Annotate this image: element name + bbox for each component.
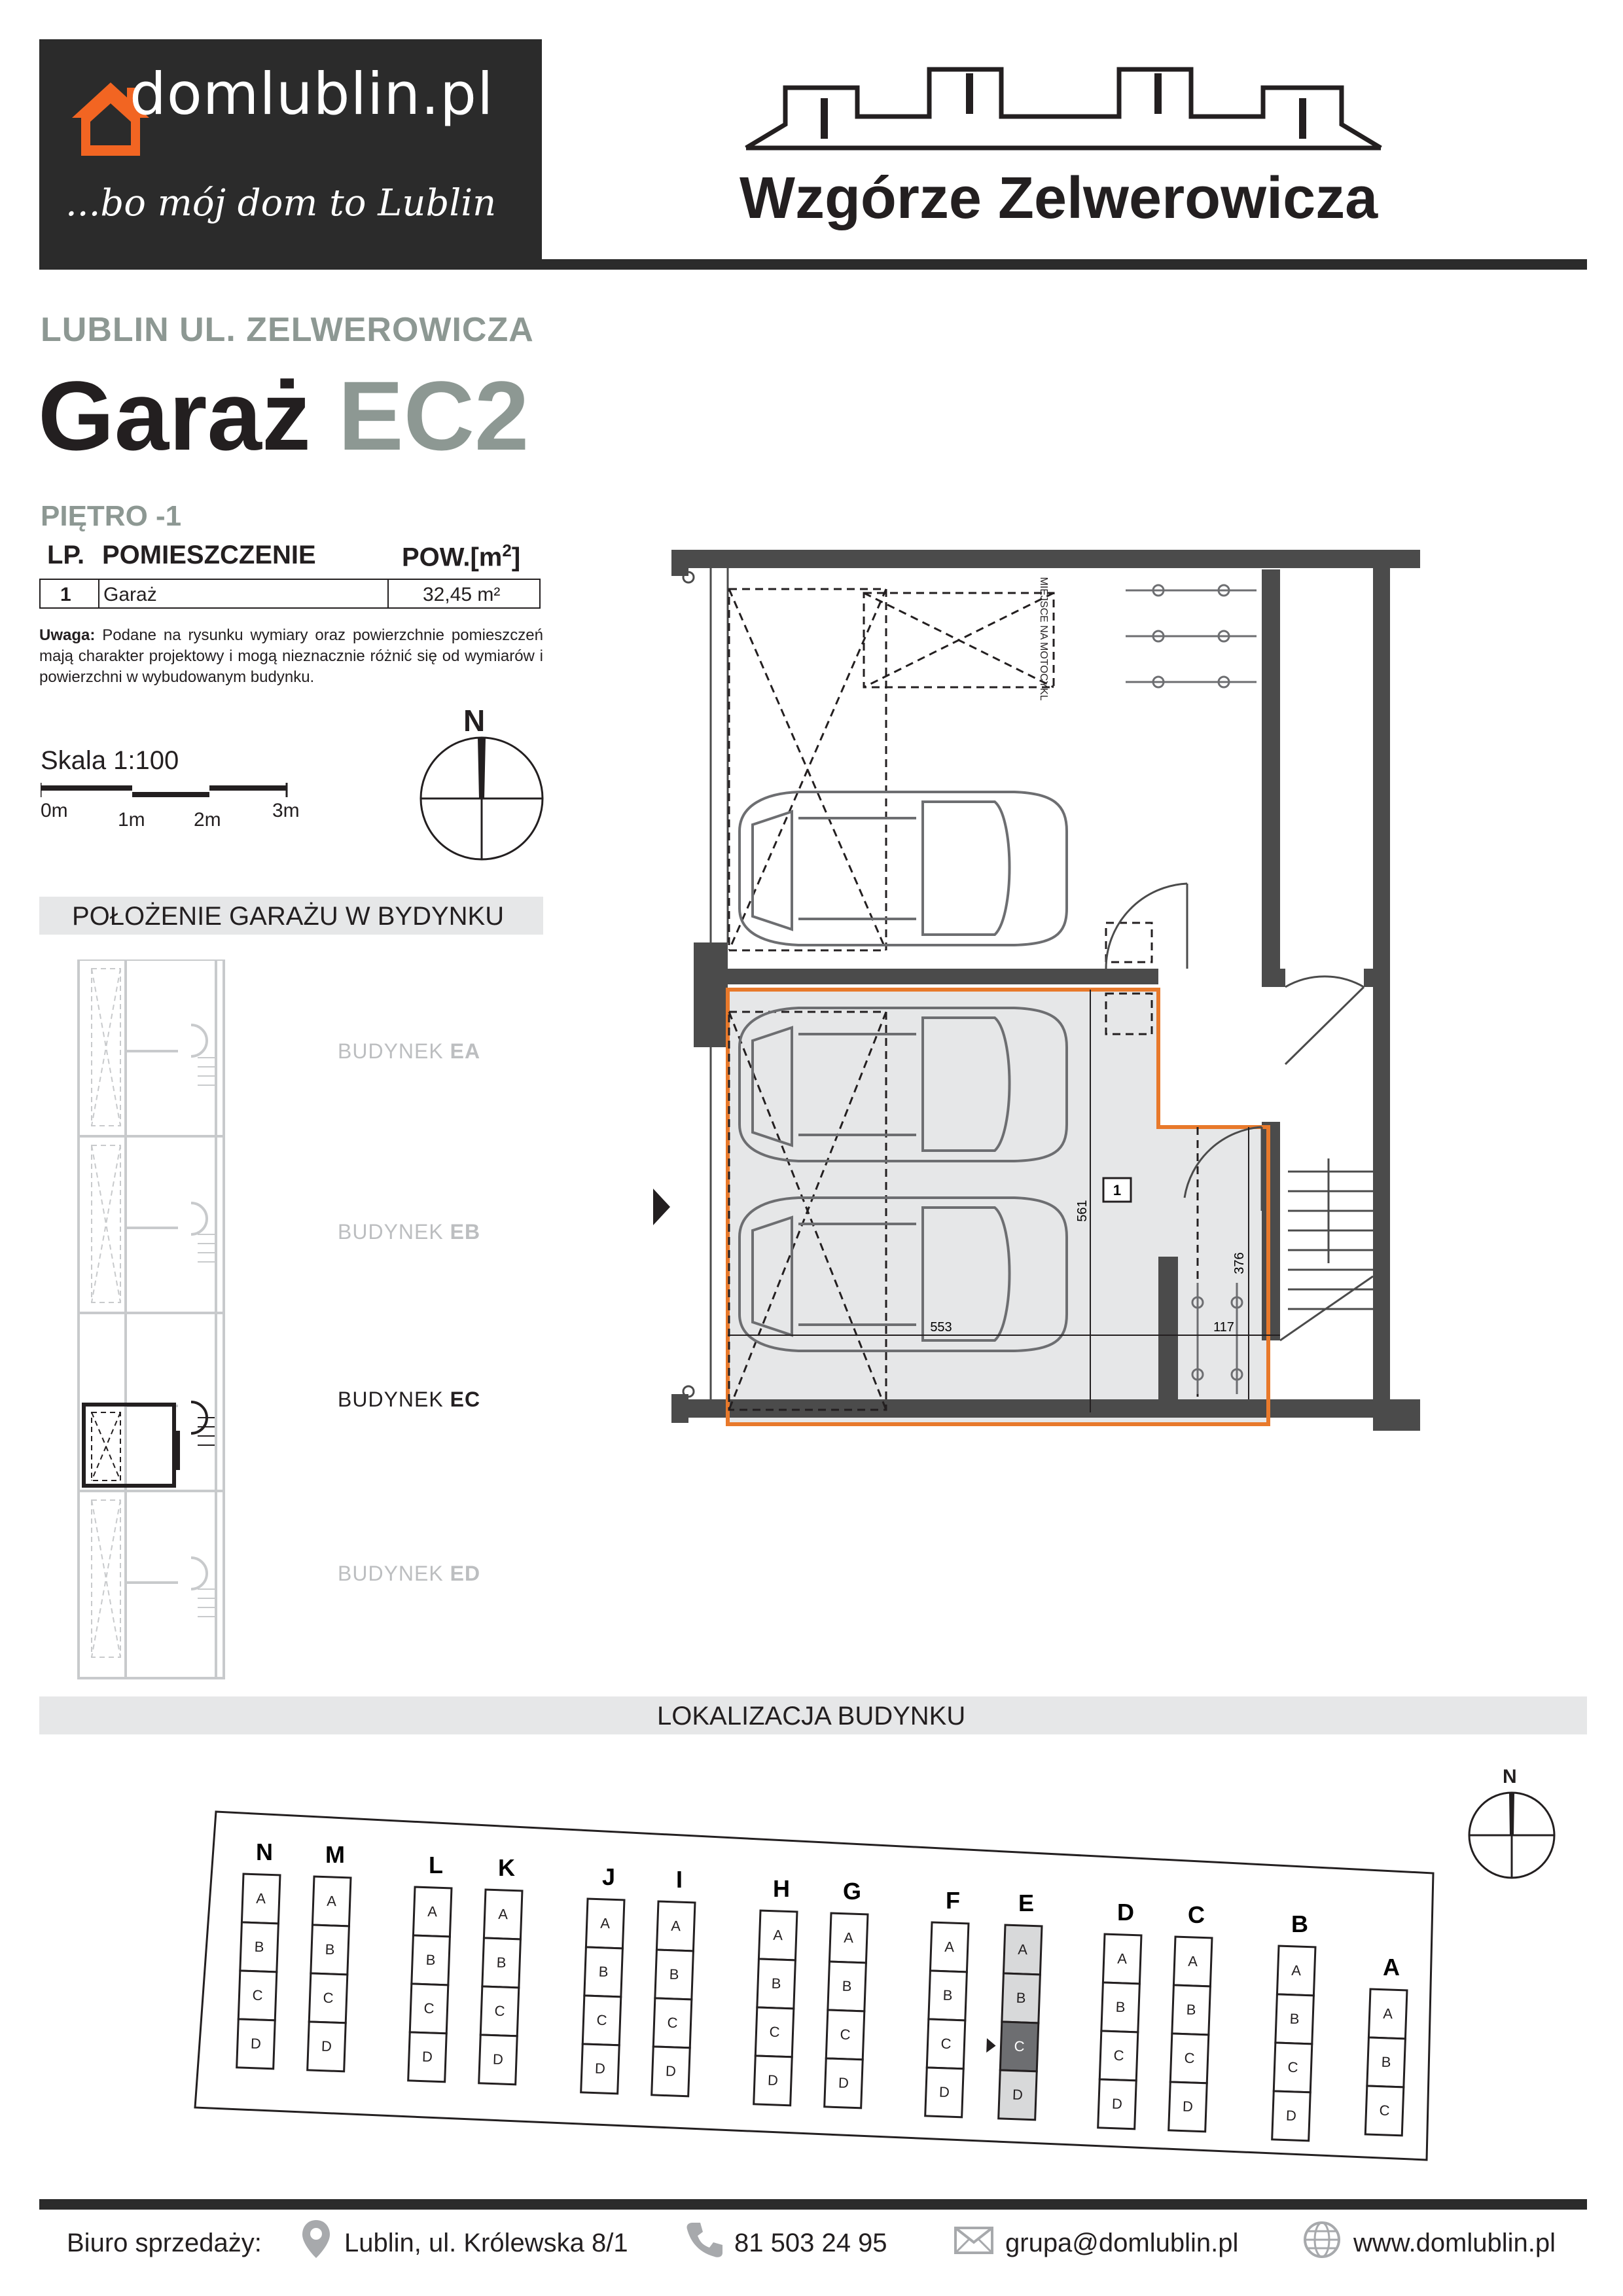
site-unit-label: B bbox=[325, 1941, 335, 1958]
location-section-band bbox=[39, 1696, 1587, 1734]
site-unit-label: C bbox=[1113, 2047, 1124, 2064]
site-unit-label: D bbox=[1012, 2086, 1024, 2104]
dim-height-label: 561 bbox=[1075, 1200, 1090, 1222]
site-building bbox=[308, 1876, 351, 2072]
site-building bbox=[1272, 1946, 1315, 2141]
row-lp: 1 bbox=[60, 584, 71, 605]
row-area: 32,45 m² bbox=[423, 584, 501, 605]
site-building-label: G bbox=[842, 1878, 862, 1905]
position-section-band bbox=[39, 897, 543, 935]
site-unit-label: C bbox=[323, 1989, 334, 2007]
unit-title bbox=[38, 361, 529, 471]
site-unit-label: B bbox=[771, 1975, 781, 1992]
scale-tick-0: 0m bbox=[41, 800, 68, 821]
site-unit-label: D bbox=[938, 2083, 950, 2101]
stairs-icon bbox=[1280, 1158, 1373, 1340]
position-section-title: POŁOŻENIE GARAŻU W BYDYNKU bbox=[72, 902, 505, 931]
phone-icon bbox=[685, 2220, 724, 2259]
disclaimer-note bbox=[39, 625, 543, 688]
email-link[interactable]: grupa@domlublin.pl bbox=[1005, 2229, 1239, 2257]
site-building bbox=[408, 1887, 452, 2082]
scale-tick-3: 3m bbox=[272, 800, 300, 821]
site-building bbox=[825, 1913, 868, 2108]
site-unit-label: D bbox=[492, 2051, 504, 2068]
site-building bbox=[984, 1924, 1042, 2120]
site-building-label: A bbox=[1383, 1954, 1400, 1981]
footer-divider bbox=[39, 2199, 1587, 2210]
location-pin-icon bbox=[300, 2217, 332, 2261]
site-unit-label: A bbox=[255, 1890, 266, 1907]
site-unit-label: B bbox=[669, 1965, 679, 1983]
site-compass-label: N bbox=[1503, 1766, 1517, 1787]
site-unit-label: C bbox=[769, 2023, 780, 2041]
selected-unit-arrow-icon bbox=[986, 2038, 996, 2053]
col-lp-header: LP. bbox=[47, 541, 85, 569]
site-building bbox=[479, 1890, 522, 2085]
site-unit-label: C bbox=[940, 2035, 952, 2053]
site-building bbox=[652, 1901, 695, 2096]
row-room-name: Garaż bbox=[103, 584, 157, 605]
unit-code: EC2 bbox=[338, 361, 529, 471]
site-unit-label: B bbox=[598, 1963, 609, 1981]
site-building bbox=[925, 1922, 969, 2117]
building-label-ea: BUDYNEK EA bbox=[338, 1039, 481, 1063]
site-location-map bbox=[190, 1806, 1446, 2179]
bicycle-icon bbox=[1126, 585, 1257, 687]
site-unit-label: A bbox=[497, 1905, 508, 1923]
site-unit-label: A bbox=[326, 1892, 337, 1910]
site-building-label: H bbox=[773, 1875, 790, 1902]
dim-small-width-label: 117 bbox=[1213, 1320, 1234, 1335]
site-building-label: I bbox=[675, 1866, 683, 1893]
site-unit-label: C bbox=[1014, 2037, 1025, 2055]
site-unit-label: C bbox=[1184, 2049, 1195, 2067]
site-building-label: B bbox=[1291, 1910, 1308, 1937]
globe-icon bbox=[1302, 2220, 1342, 2259]
project-name: Wzgórze Zelwerowicza bbox=[740, 166, 1378, 231]
site-building-label: D bbox=[1117, 1899, 1134, 1926]
site-unit-label: D bbox=[421, 2048, 433, 2066]
compass-label: N bbox=[463, 704, 486, 738]
sales-office-label: Biuro sprzedaży: bbox=[67, 2229, 262, 2257]
site-unit-label: A bbox=[1291, 1962, 1302, 1979]
site-unit-label: B bbox=[1289, 2010, 1300, 2028]
site-unit-label: D bbox=[321, 2037, 332, 2055]
motorbike-spot-label: MIEJSCE NA MOTOCYKL bbox=[1038, 577, 1049, 701]
office-address: Lublin, ul. Królewska 8/1 bbox=[344, 2229, 628, 2257]
site-unit-label: C bbox=[596, 2011, 607, 2029]
site-unit-label: A bbox=[772, 1926, 783, 1944]
site-unit-label: B bbox=[254, 1938, 264, 1956]
site-unit-label: B bbox=[1016, 1989, 1026, 2007]
col-area-header: $POW.[m^2]$ bbox=[402, 541, 521, 572]
car-icon bbox=[740, 792, 1067, 945]
site-unit-label: C bbox=[252, 1986, 263, 2004]
site-unit-label: D bbox=[250, 2035, 262, 2053]
site-building-label: J bbox=[601, 1863, 616, 1890]
brand-name: domlublin.pl bbox=[130, 60, 494, 128]
site-unit-label: C bbox=[1379, 2102, 1390, 2119]
site-unit-label: D bbox=[1285, 2107, 1297, 2125]
building-label-ed: BUDYNEK ED bbox=[338, 1562, 481, 1585]
north-compass-icon bbox=[418, 734, 546, 863]
entrance-arrow-icon bbox=[653, 1189, 670, 1225]
site-building bbox=[581, 1899, 624, 2094]
scale-tick-1: 1m bbox=[118, 809, 145, 831]
note-text: Podane na rysunku wymiary oraz powierzchnie pomieszczeń mają charakter projektowy i mogą nieznacznie różnić się od wymiarów i powierzchni w wybudowanym budynku. bbox=[39, 626, 543, 686]
site-unit-label: D bbox=[665, 2062, 677, 2080]
site-unit-label: A bbox=[670, 1917, 681, 1935]
site-unit-label: B bbox=[942, 1986, 953, 2004]
skyline-logo-icon bbox=[740, 65, 1387, 151]
garage-floor-plan bbox=[648, 543, 1433, 1446]
site-building-label: L bbox=[429, 1852, 443, 1878]
site-building bbox=[754, 1910, 797, 2106]
address-line: LUBLIN UL. ZELWEROWICZA bbox=[41, 311, 534, 349]
site-building-label: K bbox=[498, 1854, 515, 1881]
site-building bbox=[1169, 1937, 1212, 2132]
site-unit-label: D bbox=[1111, 2095, 1123, 2113]
site-unit-label: D bbox=[838, 2074, 849, 2092]
email-icon bbox=[954, 2227, 993, 2254]
site-building-label: E bbox=[1018, 1890, 1035, 1916]
site-unit-label: A bbox=[843, 1929, 854, 1946]
site-unit-label: C bbox=[494, 2002, 505, 2020]
site-unit-label: D bbox=[594, 2060, 606, 2077]
site-unit-label: B bbox=[1186, 2001, 1196, 2018]
site-unit-label: A bbox=[1382, 2005, 1393, 2022]
site-unit-label: B bbox=[496, 1954, 507, 1971]
room-number: 1 bbox=[1113, 1182, 1122, 1198]
site-unit-label: A bbox=[599, 1914, 611, 1932]
site-unit-label: C bbox=[1287, 2058, 1298, 2076]
site-unit-label: A bbox=[1187, 1952, 1198, 1970]
scale-bar bbox=[41, 783, 289, 802]
site-unit-label: B bbox=[842, 1977, 852, 1995]
site-unit-label: B bbox=[1381, 2053, 1391, 2071]
site-unit-label: C bbox=[667, 2014, 678, 2032]
col-room-header: POMIESZCZENIE bbox=[102, 541, 316, 569]
brand-tagline: ...bo mój dom to Lublin bbox=[65, 182, 497, 224]
site-unit-label: B bbox=[425, 1951, 436, 1969]
scale-label: Skala 1:100 bbox=[41, 746, 179, 775]
building-position-plan bbox=[73, 960, 230, 1682]
site-building-label: C bbox=[1188, 1901, 1205, 1928]
site-unit-label: C bbox=[840, 2026, 851, 2043]
phone-link[interactable]: 81 503 24 95 bbox=[734, 2229, 887, 2257]
site-unit-label: A bbox=[944, 1938, 955, 1956]
building-label-eb: BUDYNEK EB bbox=[338, 1220, 481, 1244]
dim-width-label: 553 bbox=[930, 1320, 952, 1335]
header-divider bbox=[39, 259, 1587, 270]
site-building-label: N bbox=[256, 1839, 273, 1865]
floor-label: PIĘTRO -1 bbox=[41, 500, 182, 532]
website-link[interactable]: www.domlublin.pl bbox=[1353, 2229, 1556, 2257]
site-unit-label: B bbox=[1115, 1998, 1126, 2016]
dim-small-height-label: 376 bbox=[1232, 1252, 1247, 1274]
site-unit-label: A bbox=[1116, 1950, 1128, 1967]
site-building bbox=[1365, 1989, 1407, 2136]
note-label: Uwaga: bbox=[39, 626, 96, 644]
site-unit-label: D bbox=[767, 2072, 779, 2089]
site-building bbox=[1098, 1934, 1141, 2129]
site-north-compass-icon bbox=[1466, 1789, 1558, 1881]
location-section-title: LOKALIZACJA BUDYNKU bbox=[657, 1702, 966, 1731]
building-label-ec: BUDYNEK EC bbox=[338, 1388, 481, 1411]
site-unit-label: A bbox=[1017, 1941, 1028, 1958]
site-building-label: F bbox=[946, 1887, 960, 1914]
site-unit-label: C bbox=[423, 2000, 435, 2017]
scale-tick-2: 2m bbox=[194, 809, 221, 831]
unit-type: Garaż bbox=[38, 361, 311, 471]
table-row bbox=[39, 579, 541, 609]
site-unit-label: D bbox=[1182, 2098, 1194, 2115]
site-building-label: M bbox=[325, 1841, 345, 1868]
site-unit-label: A bbox=[427, 1903, 438, 1920]
site-building bbox=[237, 1874, 280, 2069]
